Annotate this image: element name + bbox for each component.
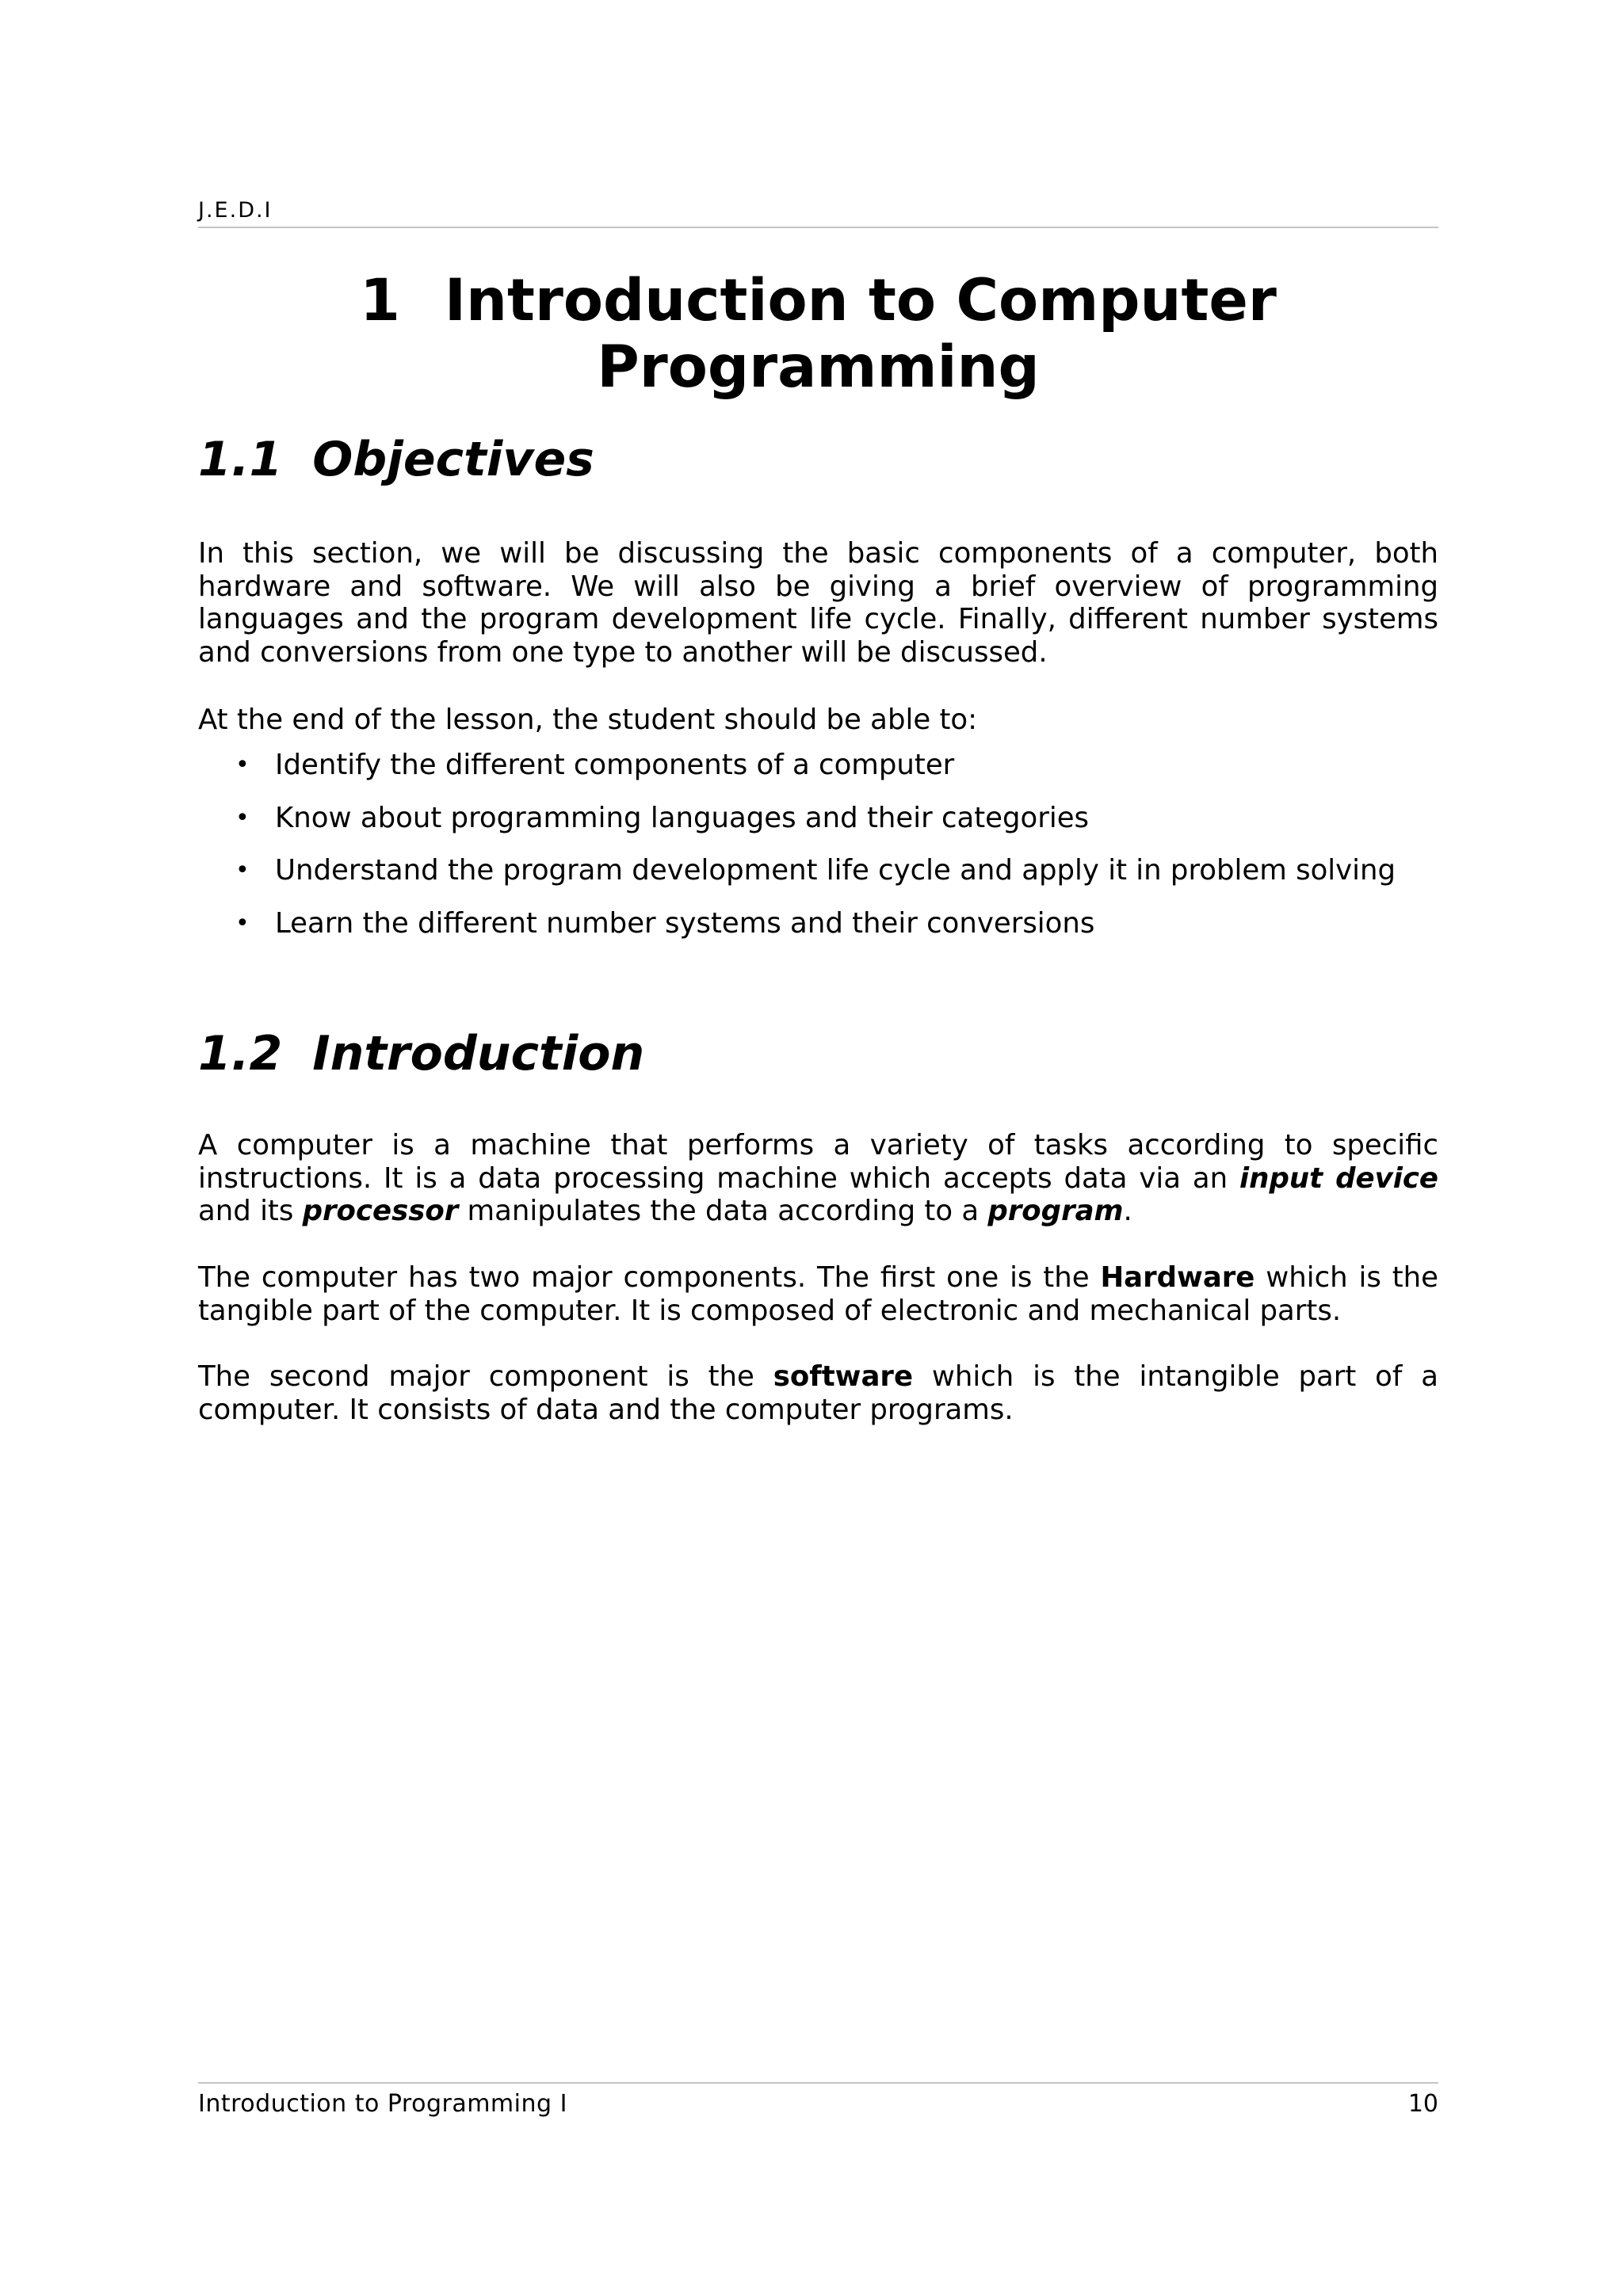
text-run: A computer is a machine that performs a variety of tasks according to specific instructions. It is a data processing machine which accepts data via an <box>198 1129 1438 1195</box>
section-number: 1.1 <box>198 432 283 487</box>
bullet-icon: • <box>235 856 250 884</box>
text-run: . <box>1123 1195 1132 1227</box>
running-header: J.E.D.I <box>198 198 273 223</box>
introduction-paragraph-3 <box>198 1360 1438 1426</box>
list-item <box>198 854 1438 887</box>
bullet-icon: • <box>235 909 250 937</box>
header-rule <box>198 227 1438 228</box>
bullet-icon: • <box>235 803 250 832</box>
introduction-paragraph-1 <box>198 1129 1438 1228</box>
objectives-list <box>198 749 1438 959</box>
list-item-text: Know about programming languages and their categories <box>275 801 1090 834</box>
text-run: and its <box>198 1195 303 1227</box>
introduction-paragraph-2 <box>198 1261 1438 1327</box>
list-item <box>198 749 1438 782</box>
footer-rule <box>198 2082 1438 2084</box>
chapter-title-line1: Introduction to Computer <box>444 267 1277 334</box>
objectives-paragraph: In this section, we will be discussing the basic components of a computer, both hardware and software. We will also be giving a brief overview of programming languages and the program development life cycle. Finally, different number systems and conversions from one type to another will be discussed. <box>198 537 1438 669</box>
list-item <box>198 802 1438 835</box>
emphasis-processor: processor <box>302 1195 459 1227</box>
chapter-title <box>198 268 1438 401</box>
emphasis-software: software <box>773 1360 914 1393</box>
text-run: manipulates the data according to a <box>458 1195 988 1227</box>
text-run: The computer has two major components. The first one is the <box>198 1261 1101 1294</box>
section-number: 1.2 <box>198 1026 283 1081</box>
bullet-icon: • <box>235 751 250 779</box>
list-item-text: Identify the different components of a computer <box>275 749 955 781</box>
page-number: 10 <box>1407 2090 1438 2118</box>
chapter-title-line2: Programming <box>597 334 1040 401</box>
text-run: The second major component is the <box>198 1360 773 1393</box>
objectives-lead-in: At the end of the lesson, the student should be able to: <box>198 704 978 736</box>
emphasis-input-device: input device <box>1239 1161 1438 1195</box>
emphasis-program: program <box>987 1195 1124 1227</box>
section-title: Introduction <box>312 1026 645 1081</box>
footer-book-title: Introduction to Programming I <box>198 2090 567 2118</box>
list-item <box>198 907 1438 940</box>
text-run: which is the tangible part of the computer. It is composed of electronic and mechanical parts. <box>198 1261 1439 1327</box>
list-item-text: Understand the program development life cycle and apply it in problem solving <box>275 854 1396 887</box>
list-item-text: Learn the different number systems and their conversions <box>275 906 1095 940</box>
chapter-number: 1 <box>360 267 400 334</box>
section-heading-introduction <box>198 1025 1438 1082</box>
section-heading-objectives <box>198 431 1438 488</box>
section-title: Objectives <box>312 432 594 487</box>
text-run: which is the intangible part of a computer. It consists of data and the computer programs. <box>198 1360 1439 1426</box>
emphasis-hardware: Hardware <box>1100 1261 1255 1294</box>
